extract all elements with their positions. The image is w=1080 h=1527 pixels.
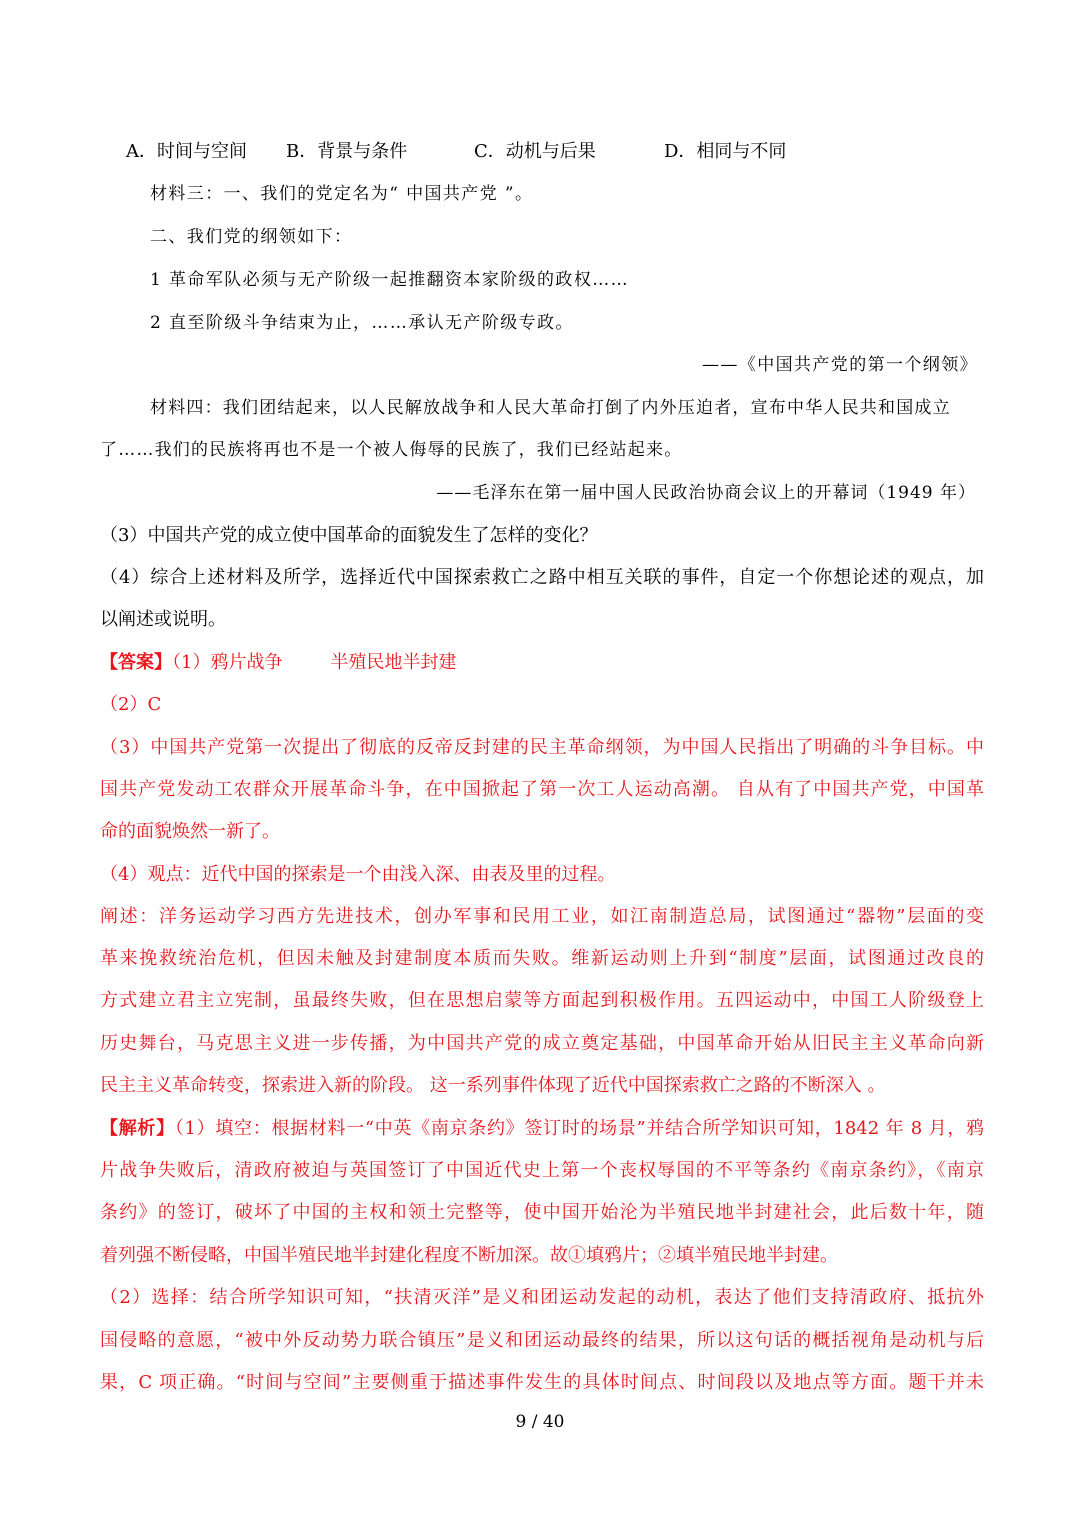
analysis-1-line3: 条约》的签订，破坏了中国的主权和领土完整等，使中国开始沦为半殖民地半封建社会，此后数十年，随 [100, 1202, 984, 1223]
option-a: A．时间与空间 [126, 141, 247, 162]
analysis-2-line1: （2）选择：结合所学知识可知，“扶清灭洋”是义和团运动发起的动机，表达了他们支持清政府、抵抗外 [100, 1287, 984, 1308]
answer-4-line5: 民主主义革命转变，探索进入新的阶段。 这一系列事件体现了近代中国探索救亡之路的不断深入 。 [100, 1075, 886, 1096]
option-c: C．动机与后果 [474, 141, 596, 162]
material4-source: ——毛泽东在第一届中国人民政治协商会议上的开幕词（1949 年） [436, 483, 976, 503]
answer-4-line1: 阐述：洋务运动学习西方先进技术，创办军事和民用工业，如江南制造总局，试图通过“器物”层面的变 [100, 906, 984, 927]
answer-2: （2）C [100, 694, 162, 715]
material4-line1: 材料四：我们团结起来，以人民解放战争和人民大革命打倒了内外压迫者，宣布中华人民共和国成立 [150, 398, 951, 418]
answer-tag: 【答案】 [100, 652, 172, 673]
option-b: B．背景与条件 [286, 141, 408, 162]
answer-3-line1: （3）中国共产党第一次提出了彻底的反帝反封建的民主革命纲领，为中国人民指出了明确的斗争目标。中 [100, 737, 984, 758]
answer-3-line3: 命的面貌焕然一新了。 [100, 821, 280, 842]
material3-line1: 材料三：一、我们的党定名为“ 中国共产党 ”。 [150, 184, 534, 204]
question-3: （3）中国共产党的成立使中国革命的面貌发生了怎样的变化？ [100, 525, 598, 546]
answer-4-line2: 革来挽救统治危机，但因未触及封建制度本质而失败。维新运动则上升到“制度”层面，试图通过改良的 [100, 948, 984, 969]
analysis-1-line1 [100, 1116, 984, 1142]
material3-line2: 二、我们党的纲领如下： [150, 227, 353, 247]
question-4-line1: （4）综合上述材料及所学，选择近代中国探索救亡之路中相互关联的事件，自定一个你想论述的观点，加 [100, 567, 984, 588]
answer-1 [100, 650, 984, 676]
analysis-2-line2: 国侵略的意愿，“被中外反动势力联合镇压”是义和团运动最终的结果，所以这句话的概括视角是动机与后 [100, 1330, 984, 1351]
material3-source: ——《中国共产党的第一个纲领》 [702, 355, 978, 375]
answer-3-line2: 国共产党发动工农群众开展革命斗争，在中国掀起了第一次工人运动高潮。 自从有了中国共产党，中国革 [100, 779, 984, 800]
page-number: 9 / 40 [515, 1412, 565, 1432]
question-4-line2: 以阐述或说明。 [100, 609, 226, 630]
analysis-1-line2: 片战争失败后，清政府被迫与英国签订了中国近代史上第一个丧权辱国的不平等条约《南京条约》，《南京 [100, 1160, 984, 1181]
answer-4-view: （4）观点：近代中国的探索是一个由浅入深、由表及里的过程。 [100, 864, 616, 885]
analysis-1-line4: 着列强不断侵略，中国半殖民地半封建化程度不断加深。故①填鸦片；②填半殖民地半封建。 [100, 1245, 838, 1266]
answer-4-line3: 方式建立君主立宪制，虽最终失败，但在思想启蒙等方面起到积极作用。五四运动中，中国工人阶级登上 [100, 990, 984, 1011]
analysis-2-line3: 果，C 项正确。“时间与空间”主要侧重于描述事件发生的具体时间点、时间段以及地点等方面。题干并未 [100, 1372, 984, 1393]
material3-line3: 1 革命军队必须与无产阶级一起推翻资本家阶级的政权…… [150, 270, 630, 290]
option-d: D．相同与不同 [664, 141, 787, 162]
material3-line4: 2 直至阶级斗争结束为止，……承认无产阶级专政。 [150, 313, 574, 333]
analysis-1-line1-text: （1）填空：根据材料一“中英《南京条约》签订时的场景”并结合所学知识可知，1842 年 8 月，鸦 [174, 1118, 984, 1139]
answer-4-line4: 历史舞台，马克思主义进一步传播，为中国共产党的成立奠定基础，中国革命开始从旧民主主义革命向新 [100, 1033, 984, 1054]
material4-line2: 了……我们的民族将再也不是一个被人侮辱的民族了，我们已经站起来。 [100, 440, 683, 460]
answer-1-part2: 半殖民地半封建 [330, 652, 457, 673]
analysis-tag: 【解析】 [100, 1118, 175, 1139]
answer-1-part1: （1）鸦片战争 [172, 652, 283, 673]
